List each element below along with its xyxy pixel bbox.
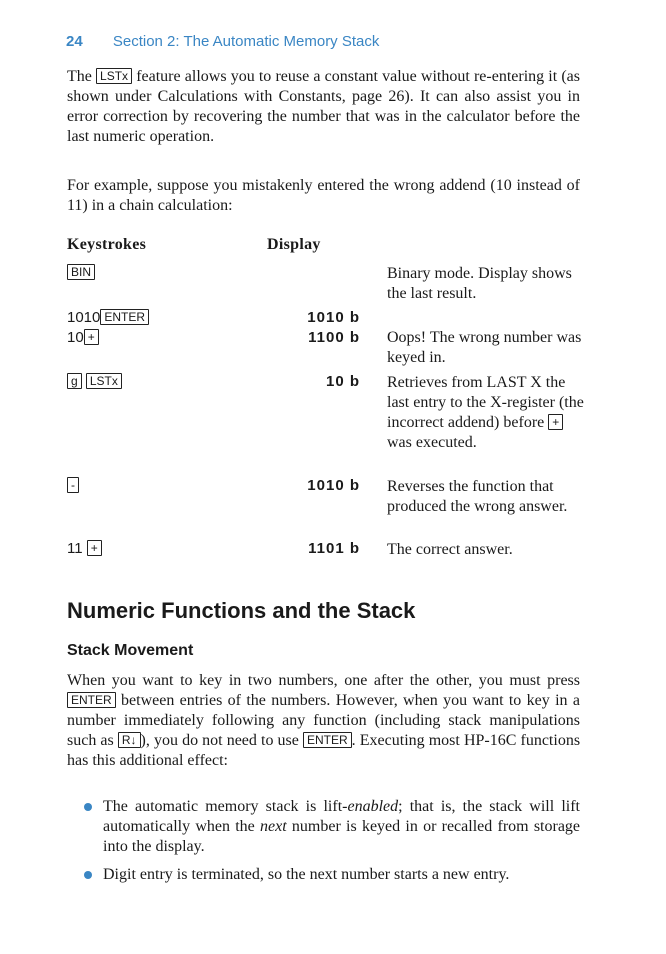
lstx-key: LSTx — [96, 68, 132, 84]
bin-key: BIN — [67, 264, 95, 280]
intro-text: The — [67, 68, 92, 85]
description-cell: Binary mode. Display shows the last result. — [387, 265, 572, 302]
bullet-dot-icon — [84, 871, 92, 879]
bullet-text: ; that is, the stack will lift automatically when the — [103, 798, 580, 835]
plus-key: + — [548, 414, 563, 430]
keystroke-cell — [67, 477, 79, 494]
plus-key: + — [84, 329, 99, 345]
keystroke-digits: 1010 — [67, 309, 101, 326]
bullet-item — [103, 797, 580, 857]
intro-paragraph-1 — [67, 67, 580, 147]
description-cell: Oops! The wrong number was keyed in. — [387, 329, 582, 366]
keystroke-cell — [67, 540, 102, 557]
page-header — [66, 33, 379, 50]
description-text: was executed. — [387, 434, 477, 451]
keystroke-cell — [67, 329, 99, 346]
keystroke-digits: 11 — [67, 540, 83, 557]
roll-down-key: R↓ — [118, 732, 141, 748]
bullet-text: number is keyed in or recalled from storage into the display. — [103, 818, 581, 855]
intro-text: feature allows you to reuse a constant value without re-entering it (as shown under Calculations with Constants, page 26). It can also assist you in error correction by recovering the number that was in the calculator before the last numeric operation. — [67, 68, 580, 145]
keystroke-digits: 10 — [67, 329, 84, 346]
display-value: 1010 b — [307, 477, 360, 494]
display-value: 1010 b — [307, 309, 360, 326]
paragraph-text: . Executing most HP-16C functions has this additional effect: — [67, 732, 581, 769]
intro-paragraph-2: For example, suppose you mistakenly entered the wrong addend (10 instead of 11) in a chain calculation: — [67, 177, 580, 214]
description-text: Retrieves from LAST X the last entry to the X-register (the incorrect addend) before — [387, 374, 584, 431]
enter-key: ENTER — [100, 309, 149, 325]
keystrokes-header: Keystrokes — [67, 236, 147, 253]
paragraph-text: ), you do not need to use — [140, 732, 299, 749]
lstx-key: LSTx — [86, 373, 122, 389]
minus-key: - — [67, 477, 79, 493]
enter-key: ENTER — [303, 732, 352, 748]
section-heading: Numeric Functions and the Stack — [67, 598, 416, 623]
paragraph-text: When you want to key in two numbers, one after the other, you must press — [67, 672, 580, 689]
display-value: 1101 b — [308, 540, 360, 557]
bullet-dot-icon — [84, 803, 92, 811]
enter-key: ENTER — [67, 692, 116, 708]
bullet-item: Digit entry is terminated, so the next number starts a new entry. — [103, 866, 510, 883]
description-cell — [387, 373, 587, 453]
section-title: Section 2: The Automatic Memory Stack — [112, 33, 380, 50]
keystroke-cell — [67, 264, 95, 281]
subsection-heading: Stack Movement — [67, 642, 194, 659]
bullet-text: The automatic memory stack is lift- — [103, 798, 348, 815]
display-value: 1100 b — [308, 329, 360, 346]
display-header: Display — [267, 236, 321, 253]
page-number: 24 — [66, 33, 83, 50]
description-cell: The correct answer. — [387, 541, 513, 558]
keystroke-cell — [67, 309, 149, 326]
description-cell: Reverses the function that produced the wrong answer. — [387, 478, 568, 515]
g-key: g — [67, 373, 82, 389]
emphasis: next — [260, 818, 287, 835]
plus-key: + — [87, 540, 102, 556]
display-value: 10 b — [325, 373, 360, 390]
stack-movement-paragraph — [67, 671, 580, 771]
paragraph-text: between entries of the numbers. However, when you want to key in a number immediately following any function (including stack manipulations such as — [67, 692, 581, 749]
emphasis: enabled — [347, 798, 399, 815]
keystroke-cell — [67, 373, 122, 390]
